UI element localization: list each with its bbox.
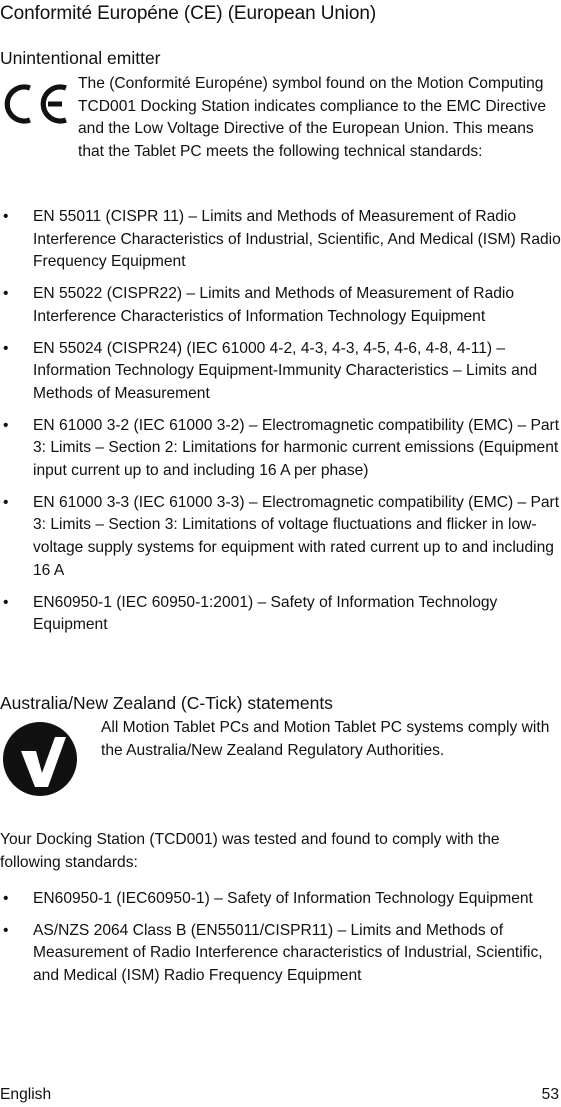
list-item: • AS/NZS 2064 Class B (EN55011/CISPR11) – Limits and Methods of Measurement of Radio Interference characteristics of Industrial, Scientific, and Medical (ISM) Radio Frequency Equipment <box>3 921 543 985</box>
list-item: • EN60950-1 (IEC60950-1) – Safety of Information Technology Equipment <box>0 888 561 911</box>
subheading-unintentional-emitter: Unintentional emitter <box>0 48 161 68</box>
section-title-ce: Conformité Européne (CE) (European Union) <box>0 3 377 24</box>
list-item: • EN 55024 (CISPR24) (IEC 61000 4-2, 4-3, 4-3, 4-5, 4-6, 4-8, 4-11) – Information Technology Equipment-Immunity Characteristics – Limits and Methods of Measurement <box>3 339 538 402</box>
ce-intro-text: The (Conformité Européne) symbol found on the Motion Computing TCD001 Docking Station indicates compliance to the EMC Directive and the Low Voltage Directive of the European Union. This means that the Tablet PC meets the following technical standards: <box>78 75 547 161</box>
bullet: • <box>3 339 9 357</box>
list-item: • EN 55011 (CISPR 11) – Limits and Methods of Measurement of Radio Interference Characteristics of Industrial, Scientific, And Medical (ISM) Radio Frequency Equipment <box>3 208 561 271</box>
bullet: • <box>3 493 9 511</box>
ce-standards-list <box>0 206 561 637</box>
bullet: • <box>3 208 9 225</box>
page-number: 53 <box>541 1086 559 1103</box>
list-item: • EN60950-1 (IEC 60950-1:2001) – Safety of Information Technology Equipment <box>3 593 498 634</box>
ce-intro <box>0 73 561 164</box>
bullet: • <box>3 416 9 434</box>
footer-language: English <box>0 1086 52 1103</box>
bullet: • <box>3 285 9 303</box>
bullet: • <box>3 921 9 939</box>
c-tick-statement: All Motion Tablet PCs and Motion Tablet PC systems comply with the Australia/New Zealand Regulatory Authorities. <box>101 719 550 759</box>
heading-c-tick: Australia/New Zealand (C-Tick) statements <box>0 693 333 713</box>
docking-station-intro: Your Docking Station (TCD001) was tested and found to comply with the following standards: <box>0 831 500 871</box>
list-item: • EN 55022 (CISPR22) – Limits and Methods of Measurement of Radio Interference Characteristics of Information Technology Equipment <box>3 285 515 325</box>
docking-standards-list <box>0 888 561 988</box>
list-item: • EN 61000 3-2 (IEC 61000 3-2) – Electromagnetic compatibility (EMC) – Part 3: Limits – Section 2: Limitations for harmonic current emissions (Equipment input current up to and including 16 A per phase) <box>3 416 560 480</box>
c-tick-icon <box>0 717 80 801</box>
list-item: • EN 61000 3-3 (IEC 61000 3-3) – Electromagnetic compatibility (EMC) – Part 3: Limits – Section 3: Limitations of voltage fluctuations and flicker in low-voltage supply systems for equipment with rated current up to and including 16 A <box>3 493 560 579</box>
bullet: • <box>3 593 9 611</box>
bullet: • <box>3 890 9 907</box>
